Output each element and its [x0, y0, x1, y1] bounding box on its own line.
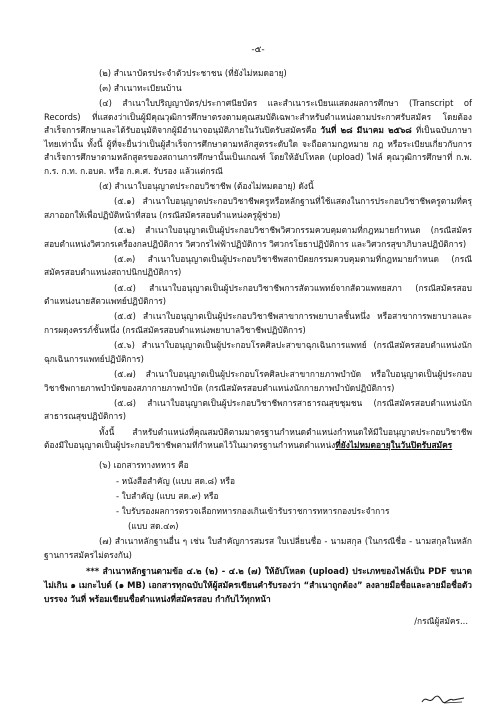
item-license-5-2: (๕.๒) สำเนาใบอนุญาตเป็นผู้ประกอบวิชาชีพวิศวกรรมควบคุมตามที่กฎหมายกำหนด (กรณีสมัครสอบตำแหน่งวิศวกรเครื่องกลปฏิบัติการ วิศวกรไฟฟ้าปฏิบัติการ วิศวกรโยธาปฏิบัติการ และวิศวกรสุขาภิบาลปฏิบัติการ) [44, 225, 472, 249]
degree-tail-text: ที่เป็นฉบับภาษาไทยเท่านั้น ทั้งนี้ ผู้ที่จะยื่นว่าเป็นผู้สำเร็จการศึกษาตามหลักสูตรระดับใด จะถือตามกฎหมาย กฎ หรือระเบียบเกี่ยวกับการสำเร็จการศึกษาตามหลักสูตรของสถานการศึกษานั้นเป็นเกณฑ์ โดยให้อัปโหลด (upload) ไฟล์ คุณวุฒิการศึกษาที่ ก.พ. ก.ร. ก.ท. ก.อบต. หรือ ก.ค.ศ. รับรอง แล้วแต่กรณี [44, 125, 472, 176]
military-doc-sd9: - ใบสำคัญ (แบบ สด.๙) หรือ [116, 490, 219, 501]
military-doc-sd43: - ใบรับรองผลการตรวจเลือกทหารกองเกินเข้ารับราชการทหารกองประจำการ [116, 505, 390, 516]
item-other-evidence: (๗) สำเนาหลักฐานอื่น ๆ เช่น ใบสำคัญการสมรส ใบเปลี่ยนชื่อ - นามสกุล (ในกรณีชื่อ - นามสกุลในหลักฐานการสมัครไม่ตรงกัน) [44, 536, 472, 560]
item-license-5-6: (๕.๖) สำเนาใบอนุญาตเป็นผู้ประกอบโรคศิลปะสาขาฉุกเฉินการแพทย์ (กรณีสมัครสอบตำแหน่งนักฉุกเฉินการแพทย์ปฏิบัติการ) [44, 340, 472, 364]
item-license-5-1: (๕.๑) สำเนาใบอนุญาตประกอบวิชาชีพครูหรือหลักฐานที่ใช้แสดงในการประกอบวิชาชีพครูตามที่ครุสภาออกให้เพื่อปฏิบัติหน้าที่สอน (กรณีสมัครสอบตำแหน่งครูผู้ช่วย) [44, 196, 472, 220]
item-license-5-4: (๕.๔) สำเนาใบอนุญาตเป็นผู้ประกอบวิชาชีพการสัตวแพทย์จากสัตวแพทยสภา (กรณีสมัครสอบตำแหน่งนายสัตวแพทย์ปฏิบัติการ) [44, 282, 472, 307]
license-validity-note [44, 426, 472, 453]
degree-text: (๔) สำเนาใบปริญญาบัตร/ประกาศนียบัตร และสำเนาระเบียนแสดงผลการศึกษา (Transcript of Records) ที่แสดงว่าเป็นผู้มีคุณวุฒิการศึกษาตรงตามคุณสมบัติเฉพาะสำหรับตำแหน่งตามประกาศรับสมัคร โดยต้องสำเร็จการศึกษาและได้รับอนุมัติจากผู้มีอำนาจอนุมัติภายในวันปิดรับสมัครคือ [44, 97, 472, 136]
signature-icon [420, 691, 466, 707]
item-id-card: (๒) สำเนาบัตรประจำตัวประชาชน (ที่ยังไม่หมดอายุ) [99, 67, 287, 78]
item-military-documents: (๖) เอกสารทางทหาร คือ [99, 460, 189, 471]
item-license-heading: (๕) สำเนาใบอนุญาตประกอบวิชาชีพ (ต้องไม่หมดอายุ) ดังนี้ [99, 181, 314, 192]
page-number: -๕- [251, 45, 265, 55]
upload-notice: *** สำเนาหลักฐานตามข้อ ๔.๒ (๒) - ๔.๒ (๗) ให้อัปโหลด (upload) ประเภทของไฟล์เป็น PDF ขนาดไม่เกิน ๑ เมกะไบต์ (๑ MB) เอกสารทุกฉบับให้ผู้สมัครเขียนคำรับรองว่า “สำเนาถูกต้อง” ลงลายมือชื่อและลายมือชื่อตัวบรรจง วันที่ พร้อมเขียนชื่อตำแหน่งที่สมัครสอบ กำกับไว้ทุกหน้า [44, 566, 472, 604]
license-validity-text: ทั้งนี้ สำหรับตำแหน่งที่คุณสมบัติตามมาตรฐานกำหนดตำแหน่งกำหนดให้มีใบอนุญาตประกอบวิชาชีพ ต้องมีใบอนุญาตเป็นผู้ประกอบวิชาชีพตามที่กำหนดไว้ในมาตรฐานกำหนดตำแหน่ง [44, 426, 472, 451]
license-validity-emphasis: ที่ยังไม่หมดอายุในวันปิดรับสมัคร [335, 440, 453, 451]
item-license-5-3: (๕.๓) สำเนาใบอนุญาตเป็นผู้ประกอบวิชาชีพสถาปัตยกรรมควบคุมตามที่กฎหมายกำหนด (กรณีสมัครสอบตำแหน่งสถาปนิกปฏิบัติการ) [44, 253, 472, 278]
item-license-5-7: (๕.๗) สำเนาใบอนุญาตเป็นผู้ประกอบโรคศิลปะสาขากายภาพบำบัด หรือใบอนุญาตเป็นผู้ประกอบวิชาชีพกายภาพบำบัดของสภากายภาพบำบัด (กรณีสมัครสอบตำแหน่งนักกายภาพบำบัดปฏิบัติการ) [44, 369, 472, 393]
item-house-registration: (๓) สำเนาทะเบียนบ้าน [99, 82, 182, 93]
continuation-marker: /กรณีผู้สมัคร... [414, 615, 468, 626]
item-degree-transcript [44, 97, 472, 179]
military-doc-sd43-form: (แบบ สด.๔๓) [128, 521, 179, 532]
item-license-5-5: (๕.๕) สำเนาใบอนุญาตเป็นผู้ประกอบวิชาชีพสาขาการพยาบาลชั้นหนึ่ง หรือสาขาการพยาบาลและการผดุงครรภ์ชั้นหนึ่ง (กรณีสมัครสอบตำแหน่งพยาบาลวิชาชีพปฏิบัติการ) [44, 311, 472, 336]
deadline-date: วันที่ ๒๘ มีนาคม ๒๕๖๘ [320, 125, 412, 136]
item-license-5-8: (๕.๘) สำเนาใบอนุญาตเป็นผู้ประกอบวิชาชีพการสาธารณสุขชุมชน (กรณีสมัครสอบตำแหน่งนักสาธารณสุขปฏิบัติการ) [44, 397, 472, 422]
military-doc-sd8: - หนังสือสำคัญ (แบบ สด.๘) หรือ [116, 475, 235, 486]
